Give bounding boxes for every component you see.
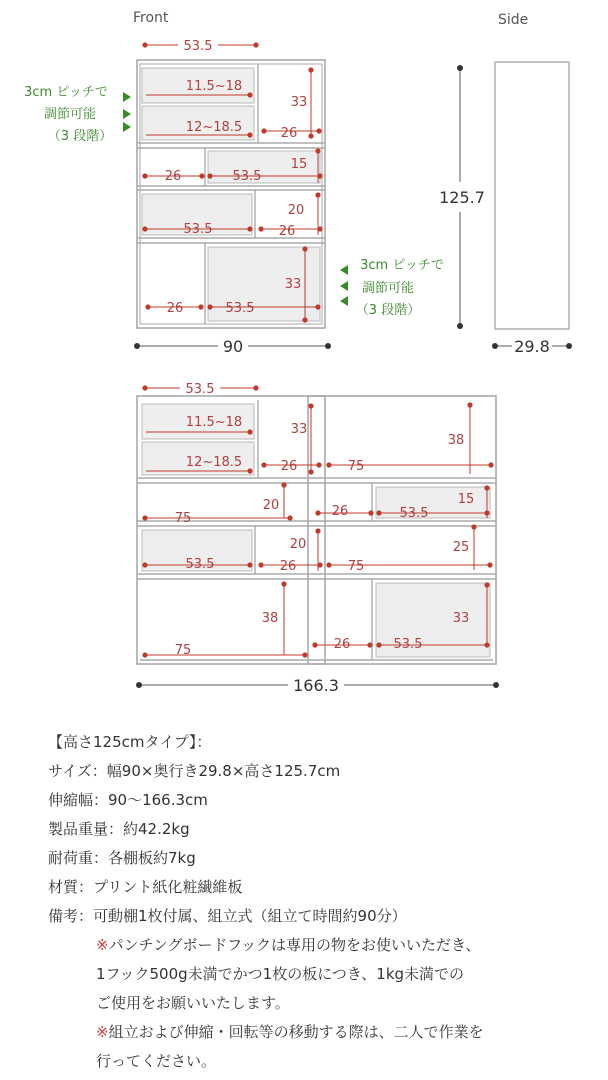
spec-size: サイズ：幅90×奥行き29.8×高さ125.7cm — [48, 762, 341, 780]
spec-list — [48, 728, 588, 1076]
dim-label: 25 — [452, 540, 470, 555]
dim-label: 11.5~18 — [185, 415, 243, 430]
side-label: Side — [498, 12, 529, 28]
dim-label: 26 — [280, 459, 298, 474]
dim-label: 26 — [333, 637, 351, 652]
pitch-arrow-icon — [340, 265, 348, 306]
svg-text:3cm ピッチで: 3cm ピッチで — [360, 258, 444, 273]
dim-label: 12~18.5 — [185, 120, 243, 135]
width-closed-label: 90 — [222, 337, 244, 356]
svg-text:3cm ピッチで: 3cm ピッチで — [24, 85, 108, 100]
dim-label: 53.5 — [225, 301, 255, 316]
dim-label: 75 — [347, 459, 365, 474]
dim-label: 33 — [452, 611, 470, 626]
width-open-label: 166.3 — [293, 676, 339, 695]
spec-note-assembly — [48, 1018, 588, 1047]
note-text: ご使用をお願いいたします。 — [96, 994, 290, 1012]
spec-weight: 製品重量：約42.2kg — [48, 820, 190, 838]
spec-title: 【高さ125cmタイプ】： — [48, 733, 212, 751]
dim-label: 26 — [164, 169, 182, 184]
dim-label: 26 — [278, 224, 296, 239]
spec-note-hook-line2 — [48, 960, 588, 989]
dim-label: 53.5 — [183, 39, 213, 54]
svg-text:調節可能: 調節可能 — [361, 281, 415, 296]
height-label: 125.7 — [439, 188, 485, 207]
side-view-panel — [495, 62, 569, 329]
dim-label: 20 — [287, 203, 305, 218]
dim-label: 75 — [347, 559, 365, 574]
dim-label: 26 — [331, 504, 349, 519]
note-text: パンチングボードフックは専用の物をお使いいただき、 — [108, 936, 481, 954]
dim-label: 53.5 — [399, 506, 429, 521]
pitch-note-left — [24, 85, 112, 144]
svg-text:（3 段階）: （3 段階） — [355, 303, 421, 318]
dim-label: 53.5 — [185, 557, 215, 572]
dim-label: 38 — [261, 611, 279, 626]
note-text: 行ってください。 — [96, 1052, 217, 1070]
spec-note-hook-line3 — [48, 989, 588, 1018]
dim-label: 53.5 — [183, 222, 213, 237]
dim-label: 38 — [447, 433, 465, 448]
note-text: 1フック500g未満でかつ1枚の板につき、1kg未満での — [96, 965, 465, 983]
note-mark: ※ — [96, 1023, 109, 1041]
dim-label: 33 — [290, 422, 308, 437]
spec-note-hook — [48, 931, 588, 960]
spec-remarks: 備考：可動棚1枚付属、組立式（組立て時間約90分） — [48, 907, 407, 925]
dim-label: 75 — [174, 643, 192, 658]
front-label: Front — [133, 10, 169, 26]
spec-note-assembly-line2 — [48, 1047, 588, 1076]
dim-label: 20 — [262, 498, 280, 513]
dim-label: 20 — [289, 537, 307, 552]
dim-label: 33 — [284, 277, 302, 292]
pitch-note-right — [356, 258, 444, 318]
dim-label: 53.5 — [185, 382, 215, 397]
note-mark: ※ — [96, 936, 109, 954]
pitch-arrow-icon — [123, 92, 131, 132]
dim-label: 12~18.5 — [185, 455, 243, 470]
dim-label: 26 — [166, 301, 184, 316]
dim-label: 15 — [290, 157, 308, 172]
note-text: 組立および伸縮・回転等の移動する際は、二人で作業を — [108, 1023, 484, 1041]
dim-label: 33 — [290, 95, 308, 110]
spec-material: 材質：プリント紙化粧繊維板 — [48, 878, 243, 896]
dim-label: 26 — [279, 559, 297, 574]
dim-label: 53.5 — [232, 169, 262, 184]
svg-text:調節可能: 調節可能 — [43, 107, 97, 122]
svg-text:（3 段階）: （3 段階） — [47, 129, 113, 144]
dim-label: 11.5~18 — [185, 79, 243, 94]
dim-label: 26 — [280, 126, 298, 141]
spec-stretch: 伸縮幅：90～166.3cm — [48, 791, 208, 809]
spec-load: 耐荷重：各棚板約7kg — [48, 849, 196, 867]
depth-label: 29.8 — [514, 337, 550, 356]
dim-label: 53.5 — [393, 637, 423, 652]
dim-label: 15 — [457, 492, 475, 507]
dim-label: 75 — [174, 511, 192, 526]
